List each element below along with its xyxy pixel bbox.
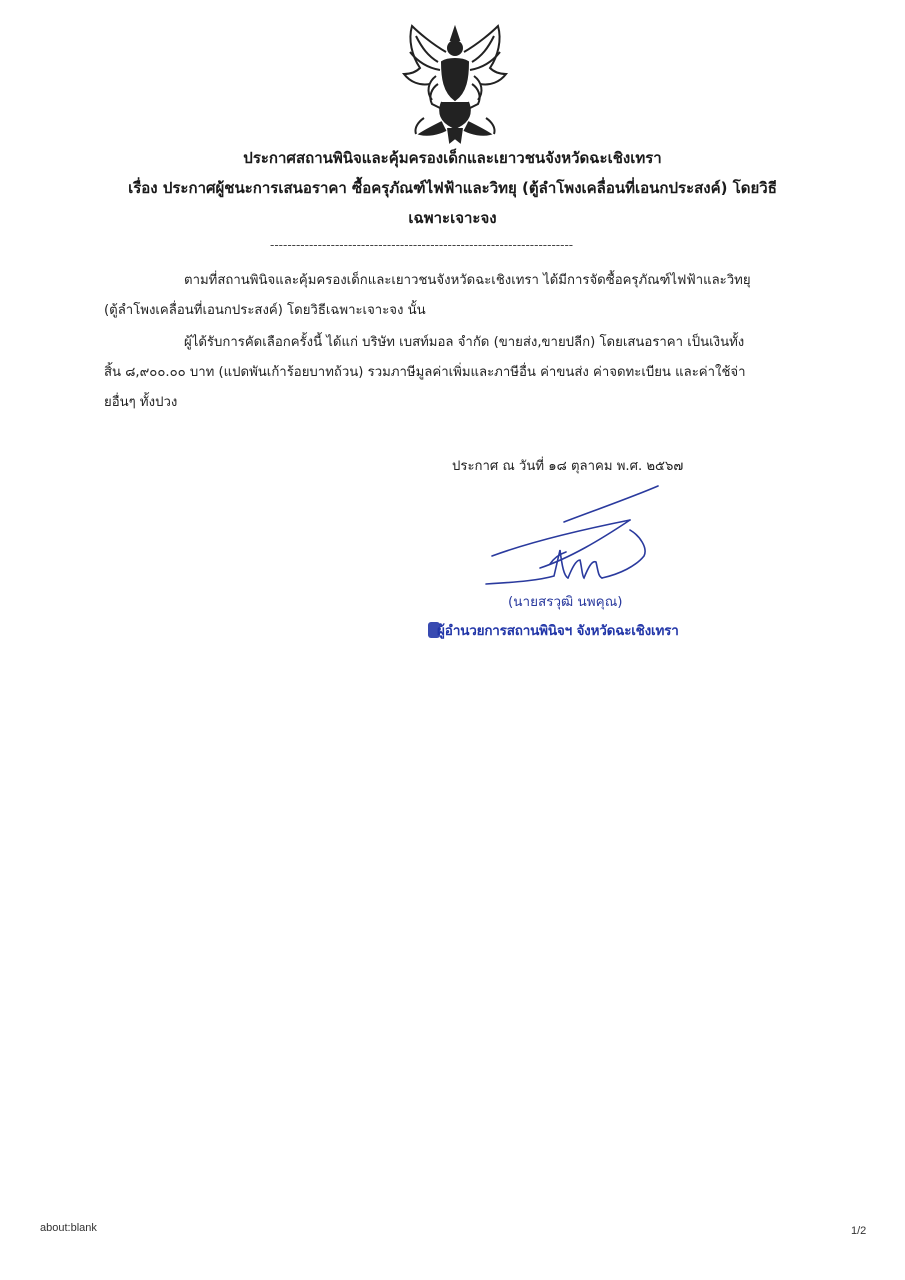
paragraph-1-line-2: (ตู้ลำโพงเคลื่อนที่เอนกประสงค์) โดยวิธีเฉพาะเจาะจง นั้น xyxy=(104,303,426,318)
paragraph-2-line-1: ผู้ได้รับการคัดเลือกครั้งนี้ ได้แก่ บริษัท เบสท์มอล จำกัด (ขายส่ง,ขายปลีก) โดยเสนอราคา เป็นเงินทั้ง xyxy=(184,335,745,350)
paragraph-1 xyxy=(104,266,804,326)
separator-line: ---------------------------------------------------------------------- xyxy=(270,238,574,252)
footer-page-number: 1/2 xyxy=(851,1225,867,1237)
paragraph-2-line-2: สิ้น ๘,๙๐๐.๐๐ บาท (แปดพันเก้าร้อยบาทถ้วน) รวมภาษีมูลค่าเพิ่มและภาษีอื่น ค่าขนส่ง ค่าจดทะเบียน และค่าใช้จ่า xyxy=(104,365,746,380)
footer-url: about:blank xyxy=(40,1222,97,1234)
paragraph-1-line-1: ตามที่สถานพินิจและคุ้มครองเด็กและเยาวชนจังหวัดฉะเชิงเทรา ได้มีการจัดซื้อครุภัณฑ์ไฟฟ้าและวิทยุ xyxy=(184,273,751,288)
paragraph-2 xyxy=(104,328,804,418)
handwritten-signature-icon xyxy=(480,480,680,600)
signer-title: ผู้อำนวยการสถานพินิจฯ จังหวัดฉะเชิงเทรา xyxy=(437,623,679,639)
document-subject: เรื่อง ประกาศผู้ชนะการเสนอราคา ซื้อครุภัณฑ์ไฟฟ้าและวิทยุ (ตู้ลำโพงเคลื่อนที่เอนกประสงค์) โดยวิธี xyxy=(128,179,777,197)
document-title: ประกาศสถานพินิจและคุ้มครองเด็กและเยาวชนจังหวัดฉะเชิงเทรา xyxy=(243,149,662,167)
announcement-date: ประกาศ ณ วันที่ ๑๘ ตุลาคม พ.ศ. ๒๕๖๗ xyxy=(452,459,684,474)
garuda-emblem-icon xyxy=(398,22,512,146)
paragraph-2-line-3: ยอื่นๆ ทั้งปวง xyxy=(104,395,178,410)
document-subject-continued: เฉพาะเจาะจง xyxy=(408,209,497,227)
signer-name: (นายสรวุฒิ นพคุณ) xyxy=(508,594,623,610)
